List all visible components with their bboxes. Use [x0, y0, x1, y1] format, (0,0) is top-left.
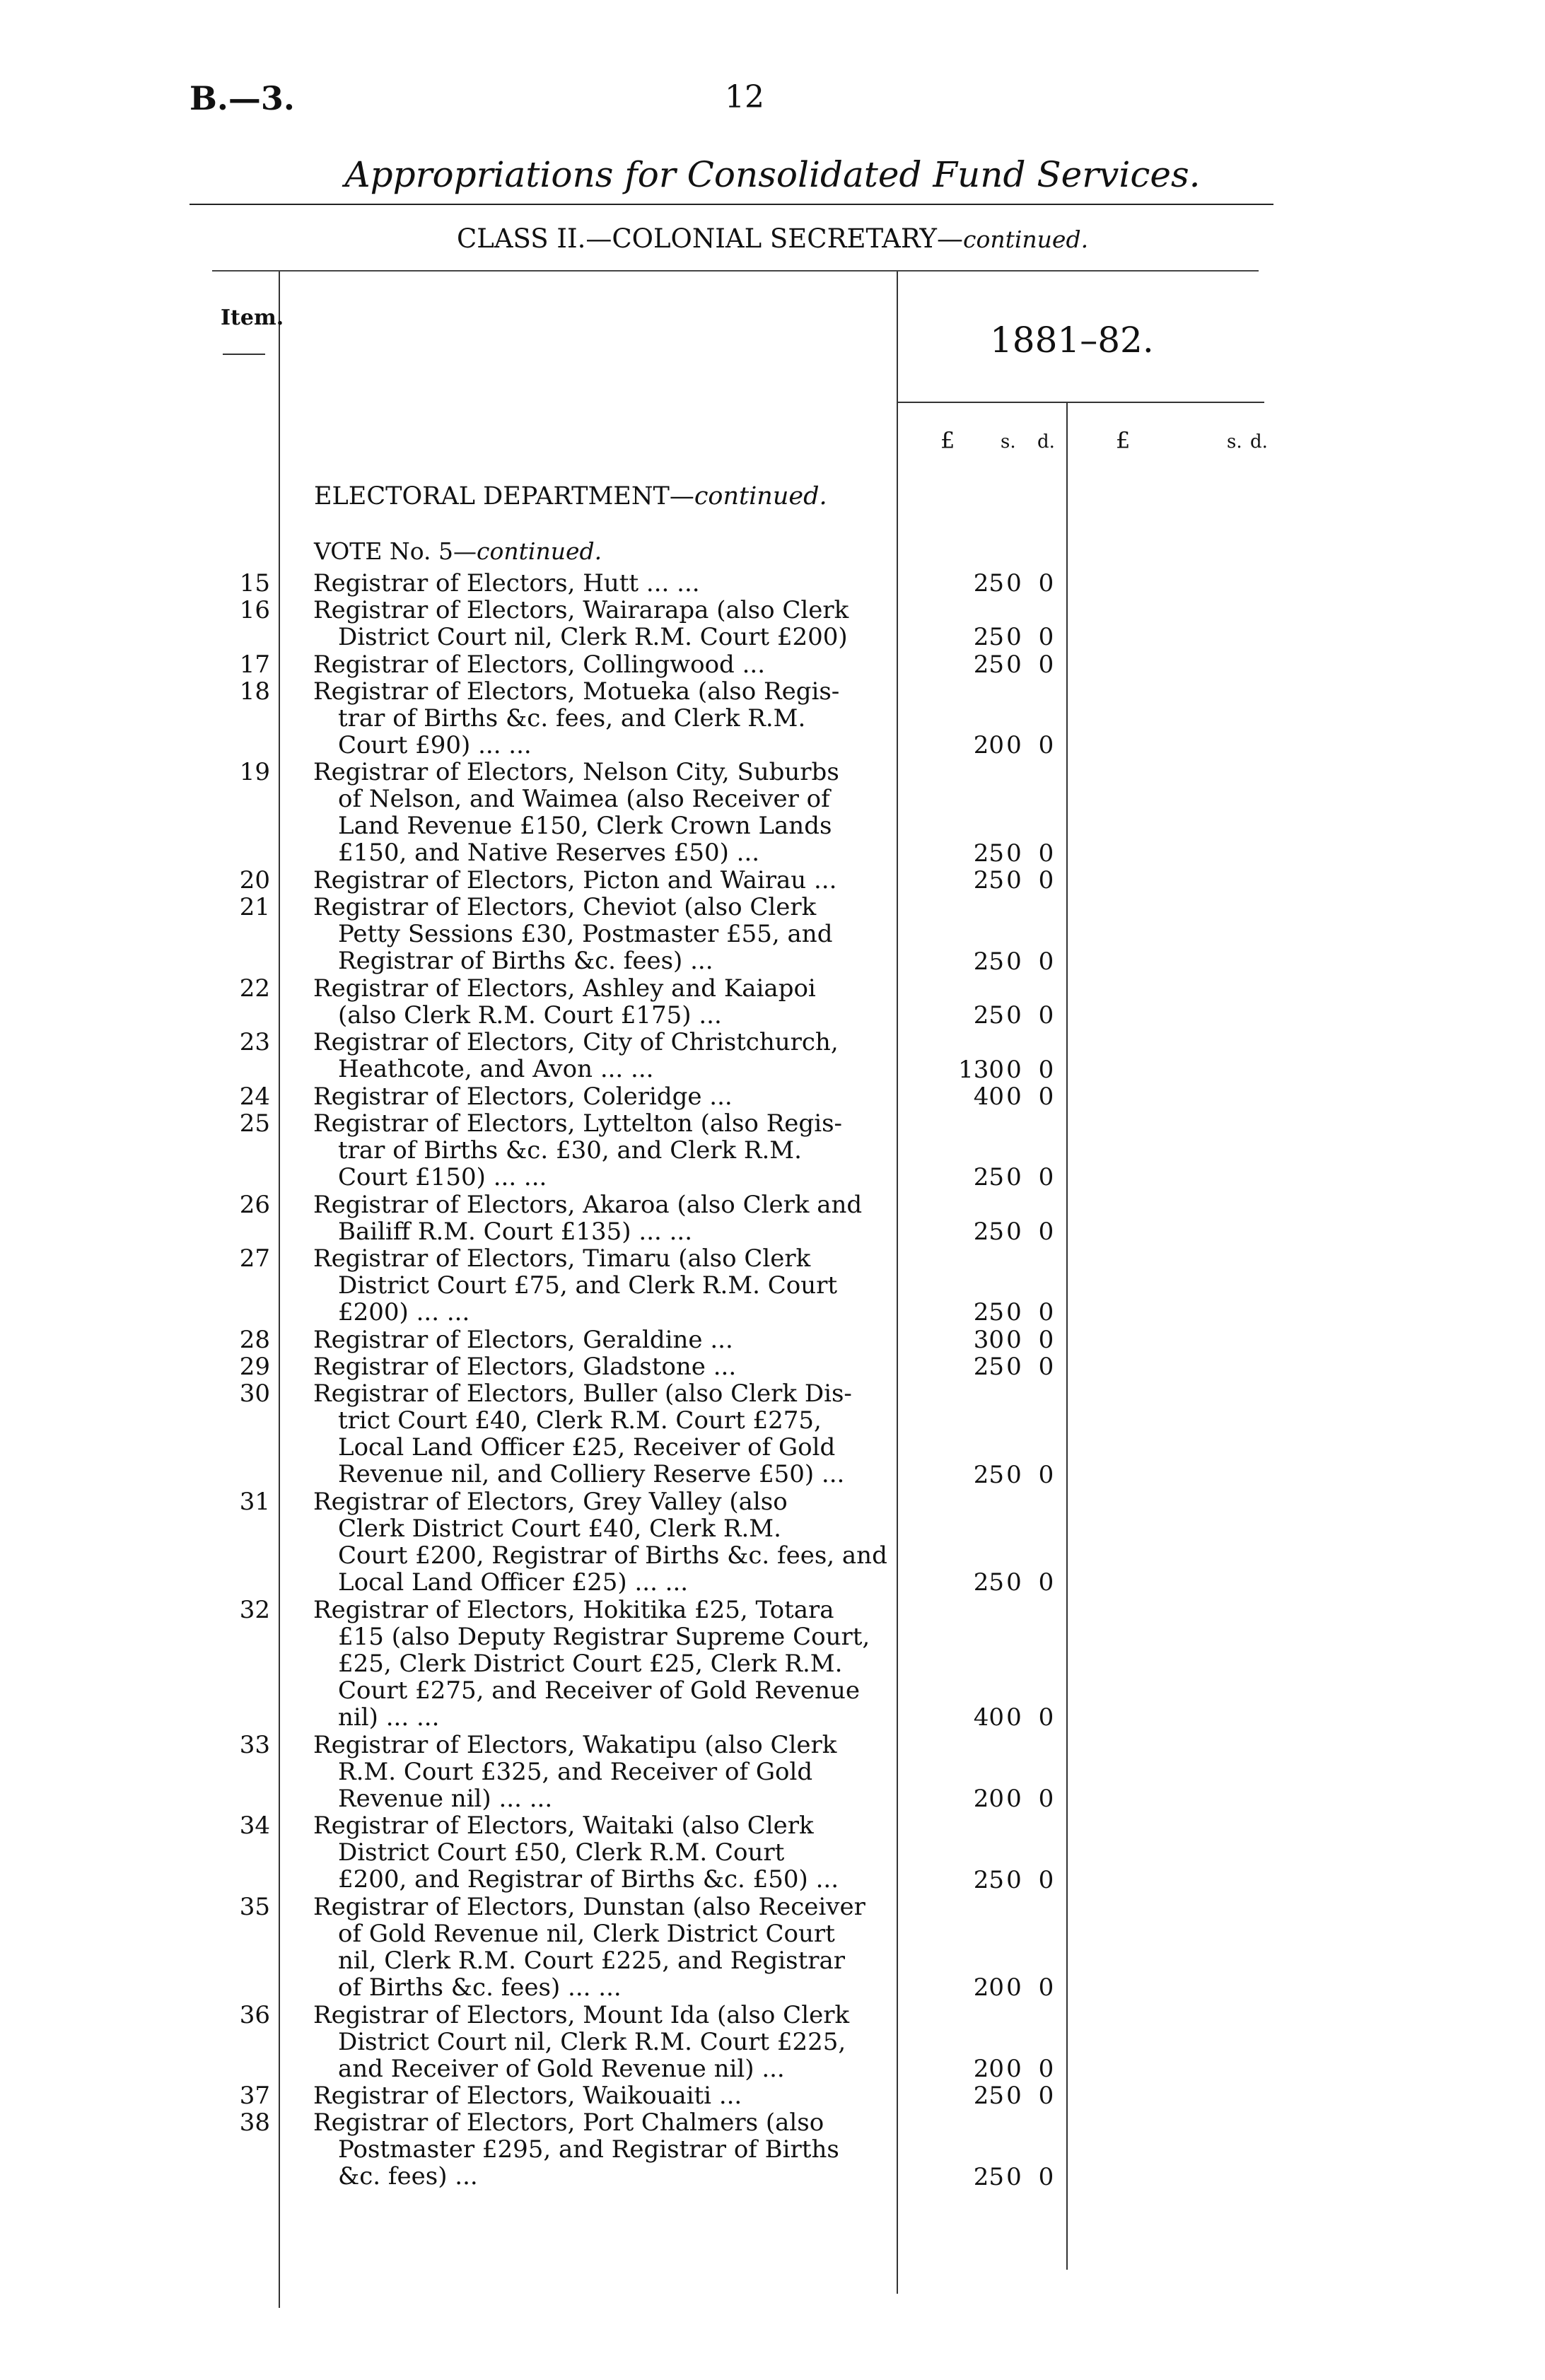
item-number: 23 — [239, 1028, 270, 1057]
item-number: 20 — [239, 866, 270, 895]
description-line: Clerk District Court £40, Clerk R.M. — [338, 1514, 781, 1543]
description-line: Registrar of Electors, Geraldine ... — [313, 1325, 733, 1354]
amount-pounds: 20 — [973, 1784, 1004, 1813]
amount-shillings: 0 — [1006, 731, 1022, 760]
description-line: Registrar of Electors, Waikouaiti ... — [313, 2082, 742, 2111]
item-header: Item. — [221, 305, 284, 330]
item-description — [313, 1595, 882, 1732]
amount-pounds: 25 — [973, 1217, 1004, 1246]
amount-pounds: 25 — [973, 1460, 1004, 1489]
amount-pence: 0 — [1038, 947, 1054, 976]
item-number: 32 — [239, 1595, 270, 1624]
description-line: trict Court £40, Clerk R.M. Court £275, — [338, 1406, 822, 1435]
year-header: 1881–82. — [990, 320, 1154, 361]
amount-shillings: 0 — [1006, 2162, 1022, 2191]
amount-pence: 0 — [1038, 1784, 1054, 1813]
item-number: 36 — [239, 2000, 270, 2029]
description-line: Registrar of Electors, Wakatipu (also Clerk — [313, 1730, 837, 1759]
amount-shillings: 0 — [1006, 1055, 1022, 1084]
amount-pence: 0 — [1038, 1703, 1054, 1732]
amount-shillings: 0 — [1006, 866, 1022, 895]
description-line: Court £90) ... ... — [338, 730, 532, 759]
description-line: trar of Births &c. fees, and Clerk R.M. — [338, 704, 806, 733]
description-line: and Receiver of Gold Revenue nil) ... — [338, 2054, 785, 2083]
amount-pence: 0 — [1038, 866, 1054, 895]
description-line: Registrar of Electors, Buller (also Clerk Dis- — [313, 1379, 852, 1408]
class-heading-text: CLASS II.—COLONIAL SECRETARY— — [456, 223, 963, 254]
item-number: 16 — [239, 596, 270, 625]
description-line: trar of Births &c. £30, and Clerk R.M. — [338, 1136, 802, 1165]
description-line: (also Clerk R.M. Court £175) ... — [338, 1001, 722, 1029]
amount-pence: 0 — [1038, 731, 1054, 760]
description-line: Court £275, and Receiver of Gold Revenue — [338, 1676, 861, 1705]
amount-shillings: 0 — [1006, 1865, 1022, 1894]
item-number: 37 — [239, 2082, 270, 2111]
department-heading — [314, 482, 827, 511]
description-line: £25, Clerk District Court £25, Clerk R.M. — [338, 1649, 843, 1678]
class-heading — [0, 223, 1545, 254]
description-line: Bailiff R.M. Court £135) ... ... — [338, 1217, 693, 1246]
amount-pence: 0 — [1038, 1298, 1054, 1327]
description-line: Registrar of Electors, Hutt ... ... — [313, 569, 700, 597]
total-pence-unit-header: d. — [1250, 431, 1268, 453]
pence-unit-header: d. — [1037, 431, 1055, 453]
description-line: R.M. Court £325, and Receiver of Gold — [338, 1757, 813, 1786]
item-number: 31 — [239, 1487, 270, 1516]
description-line: nil) ... ... — [338, 1703, 440, 1732]
amount-shillings: 0 — [1006, 1568, 1022, 1597]
title-rule — [190, 204, 1273, 205]
amount-pence: 0 — [1038, 1568, 1054, 1597]
item-number: 34 — [239, 1812, 270, 1841]
description-line: Revenue nil) ... ... — [338, 1784, 553, 1813]
amount-shillings: 0 — [1006, 1973, 1022, 2002]
amount-pence: 0 — [1038, 1460, 1054, 1489]
item-number: 29 — [239, 1352, 270, 1381]
amount-pounds: 25 — [973, 2162, 1004, 2191]
amount-pence: 0 — [1038, 839, 1054, 868]
vote-suffix: continued. — [477, 537, 602, 565]
item-description — [313, 650, 882, 679]
item-description — [313, 1730, 882, 1813]
item-description — [313, 2000, 882, 2083]
description-line: Registrar of Electors, Gladstone ... — [313, 1352, 737, 1381]
item-description — [313, 677, 882, 759]
item-description — [313, 596, 882, 652]
description-line: of Gold Revenue nil, Clerk District Court — [338, 1919, 835, 1948]
amount-shillings: 0 — [1006, 839, 1022, 868]
description-line: of Nelson, and Waimea (also Receiver of — [338, 785, 830, 814]
description-line: Registrar of Electors, Lyttelton (also Regis- — [313, 1109, 842, 1138]
description-line: Registrar of Electors, Nelson City, Suburbs — [313, 758, 839, 787]
amount-pence: 0 — [1038, 2054, 1054, 2083]
amount-shillings: 0 — [1006, 569, 1022, 597]
total-shillings-unit-header: s. — [1227, 431, 1242, 453]
item-number: 19 — [239, 758, 270, 787]
department-text: ELECTORAL DEPARTMENT— — [314, 482, 694, 511]
description-line: Registrar of Electors, Coleridge ... — [313, 1082, 733, 1111]
description-line: Registrar of Electors, Grey Valley (also — [313, 1487, 788, 1516]
vote-heading — [314, 537, 602, 565]
item-number: 25 — [239, 1109, 270, 1138]
vote-text: VOTE No. 5— — [314, 537, 477, 565]
amount-pence: 0 — [1038, 1865, 1054, 1894]
amount-pounds: 130 — [958, 1055, 1004, 1084]
description-line: Registrar of Electors, Wairarapa (also Clerk — [313, 596, 849, 625]
amount-pounds: 20 — [973, 731, 1004, 760]
document-reference: B.—3. — [190, 79, 295, 117]
amount-pounds: 20 — [973, 2054, 1004, 2083]
amount-shillings: 0 — [1006, 623, 1022, 652]
amount-shillings: 0 — [1006, 2054, 1022, 2083]
amount-pence: 0 — [1038, 1055, 1054, 1084]
description-line: Registrar of Electors, Picton and Wairau ... — [313, 866, 837, 895]
item-number: 27 — [239, 1244, 270, 1273]
description-line: Registrar of Electors, Ashley and Kaiapoi — [313, 974, 816, 1003]
amount-shillings: 0 — [1006, 947, 1022, 976]
amount-pounds: 25 — [973, 947, 1004, 976]
description-line: District Court nil, Clerk R.M. Court £225, — [338, 2027, 846, 2056]
amount-pounds: 25 — [973, 1001, 1004, 1030]
department-suffix: continued. — [694, 482, 827, 511]
item-description — [313, 2082, 882, 2111]
page-number: 12 — [725, 79, 764, 115]
description-line: £15 (also Deputy Registrar Supreme Court, — [338, 1622, 870, 1651]
description-line: Registrar of Electors, Akaroa (also Clerk and — [313, 1190, 863, 1219]
amount-pounds: 30 — [973, 1325, 1004, 1354]
item-description — [313, 1352, 882, 1381]
amount-shillings: 0 — [1006, 1298, 1022, 1327]
description-line: Registrar of Electors, Dunstan (also Receiver — [313, 1892, 865, 1921]
amount-pence: 0 — [1038, 2162, 1054, 2191]
description-line: Heathcote, and Avon ... ... — [338, 1055, 654, 1084]
amount-pounds: 25 — [973, 1865, 1004, 1894]
item-description — [313, 1379, 882, 1488]
description-line: Registrar of Electors, Collingwood ... — [313, 650, 766, 679]
amount-shillings: 0 — [1006, 1001, 1022, 1030]
item-description — [313, 1325, 882, 1354]
amount-pence: 0 — [1038, 1973, 1054, 2002]
amount-pence: 0 — [1038, 1217, 1054, 1246]
description-line: of Births &c. fees) ... ... — [338, 1973, 622, 2002]
pence-column-rule — [1066, 403, 1068, 2270]
description-line: District Court £50, Clerk R.M. Court — [338, 1838, 785, 1867]
amount-shillings: 0 — [1006, 650, 1022, 679]
item-description — [313, 1892, 882, 2002]
description-line: &c. fees) ... — [338, 2162, 478, 2191]
item-number: 30 — [239, 1379, 270, 1408]
description-line: Revenue nil, and Colliery Reserve £50) ... — [338, 1460, 845, 1488]
year-rule — [898, 402, 1264, 403]
pound-unit-header: £ — [940, 427, 955, 454]
item-description — [313, 1109, 882, 1191]
item-number: 18 — [239, 677, 270, 706]
amount-pounds: 25 — [973, 650, 1004, 679]
description-line: Registrar of Electors, Hokitika £25, Totara — [313, 1595, 834, 1624]
description-line: £150, and Native Reserves £50) ... — [338, 839, 760, 868]
class-heading-suffix: continued. — [962, 226, 1089, 253]
item-number: 24 — [239, 1082, 270, 1111]
amount-pounds: 25 — [973, 2082, 1004, 2111]
amount-shillings: 0 — [1006, 1784, 1022, 1813]
description-line: District Court £75, and Clerk R.M. Court — [338, 1271, 838, 1300]
amount-pounds: 25 — [973, 569, 1004, 597]
description-line: Registrar of Electors, Motueka (also Regis- — [313, 677, 840, 706]
description-line: Court £150) ... ... — [338, 1163, 547, 1191]
description-line: £200, and Registrar of Births &c. £50) ... — [338, 1865, 839, 1894]
item-description — [313, 2108, 882, 2191]
item-description — [313, 569, 882, 597]
amount-pounds: 25 — [973, 1352, 1004, 1381]
amount-pounds: 25 — [973, 623, 1004, 652]
amount-pence: 0 — [1038, 1352, 1054, 1381]
table-top-rule — [212, 270, 1259, 272]
total-pound-unit-header: £ — [1116, 427, 1131, 454]
amount-pounds: 25 — [973, 1568, 1004, 1597]
description-line: Local Land Officer £25, Receiver of Gold — [338, 1433, 836, 1462]
amount-shillings: 0 — [1006, 1352, 1022, 1381]
item-number: 21 — [239, 893, 270, 922]
item-number: 35 — [239, 1892, 270, 1921]
amount-pence: 0 — [1038, 1163, 1054, 1192]
amount-pounds: 20 — [973, 1973, 1004, 2002]
item-number: 22 — [239, 974, 270, 1003]
amount-shillings: 0 — [1006, 2082, 1022, 2111]
description-line: Local Land Officer £25) ... ... — [338, 1568, 689, 1597]
amount-shillings: 0 — [1006, 1703, 1022, 1732]
item-description — [313, 1082, 882, 1111]
amount-pence: 0 — [1038, 569, 1054, 597]
item-number: 28 — [239, 1325, 270, 1354]
description-line: Registrar of Electors, City of Christchurch, — [313, 1028, 839, 1057]
item-number: 17 — [239, 650, 270, 679]
description-line: Registrar of Electors, Waitaki (also Clerk — [313, 1812, 814, 1841]
item-column-rule — [279, 272, 280, 2308]
description-line: Registrar of Electors, Timaru (also Clerk — [313, 1244, 811, 1273]
item-number: 26 — [239, 1190, 270, 1219]
amount-pounds: 40 — [973, 1082, 1004, 1111]
description-line: nil, Clerk R.M. Court £225, and Registrar — [338, 1946, 846, 1975]
amount-pence: 0 — [1038, 650, 1054, 679]
description-line: Court £200, Registrar of Births &c. fees, and — [338, 1541, 887, 1570]
item-description — [313, 1190, 882, 1246]
amount-pence: 0 — [1038, 2082, 1054, 2111]
item-number: 33 — [239, 1730, 270, 1759]
amount-pounds: 25 — [973, 1163, 1004, 1192]
description-line: £200) ... ... — [338, 1298, 470, 1326]
amount-pence: 0 — [1038, 1001, 1054, 1030]
shillings-unit-header: s. — [1001, 431, 1016, 453]
description-line: Registrar of Electors, Port Chalmers (also — [313, 2108, 824, 2137]
item-number: 38 — [239, 2108, 270, 2137]
item-description — [313, 893, 882, 976]
item-description — [313, 974, 882, 1029]
amount-column-rule — [897, 272, 898, 2294]
amount-pounds: 25 — [973, 866, 1004, 895]
item-header-underline — [223, 354, 265, 355]
amount-pounds: 40 — [973, 1703, 1004, 1732]
description-line: District Court nil, Clerk R.M. Court £200) — [338, 623, 848, 652]
item-description — [313, 1244, 882, 1326]
page-title: Appropriations for Consolidated Fund Services. — [344, 154, 1201, 195]
amount-pence: 0 — [1038, 1082, 1054, 1111]
amount-shillings: 0 — [1006, 1460, 1022, 1489]
description-line: Registrar of Electors, Cheviot (also Clerk — [313, 893, 817, 922]
description-line: Registrar of Births &c. fees) ... — [338, 947, 713, 976]
amount-pence: 0 — [1038, 1325, 1054, 1354]
amount-shillings: 0 — [1006, 1217, 1022, 1246]
amount-shillings: 0 — [1006, 1163, 1022, 1192]
description-line: Land Revenue £150, Clerk Crown Lands — [338, 812, 832, 841]
amount-pence: 0 — [1038, 623, 1054, 652]
description-line: Registrar of Electors, Mount Ida (also Clerk — [313, 2000, 850, 2029]
item-number: 15 — [239, 569, 270, 597]
item-description — [313, 866, 882, 895]
amount-shillings: 0 — [1006, 1325, 1022, 1354]
description-line: Postmaster £295, and Registrar of Births — [338, 2135, 839, 2164]
description-line: Petty Sessions £30, Postmaster £55, and — [338, 920, 833, 949]
item-description — [313, 1487, 887, 1597]
amount-pounds: 25 — [973, 839, 1004, 868]
amount-pounds: 25 — [973, 1298, 1004, 1327]
item-description — [313, 1812, 882, 1894]
item-description — [313, 758, 882, 868]
item-description — [313, 1028, 882, 1084]
amount-shillings: 0 — [1006, 1082, 1022, 1111]
